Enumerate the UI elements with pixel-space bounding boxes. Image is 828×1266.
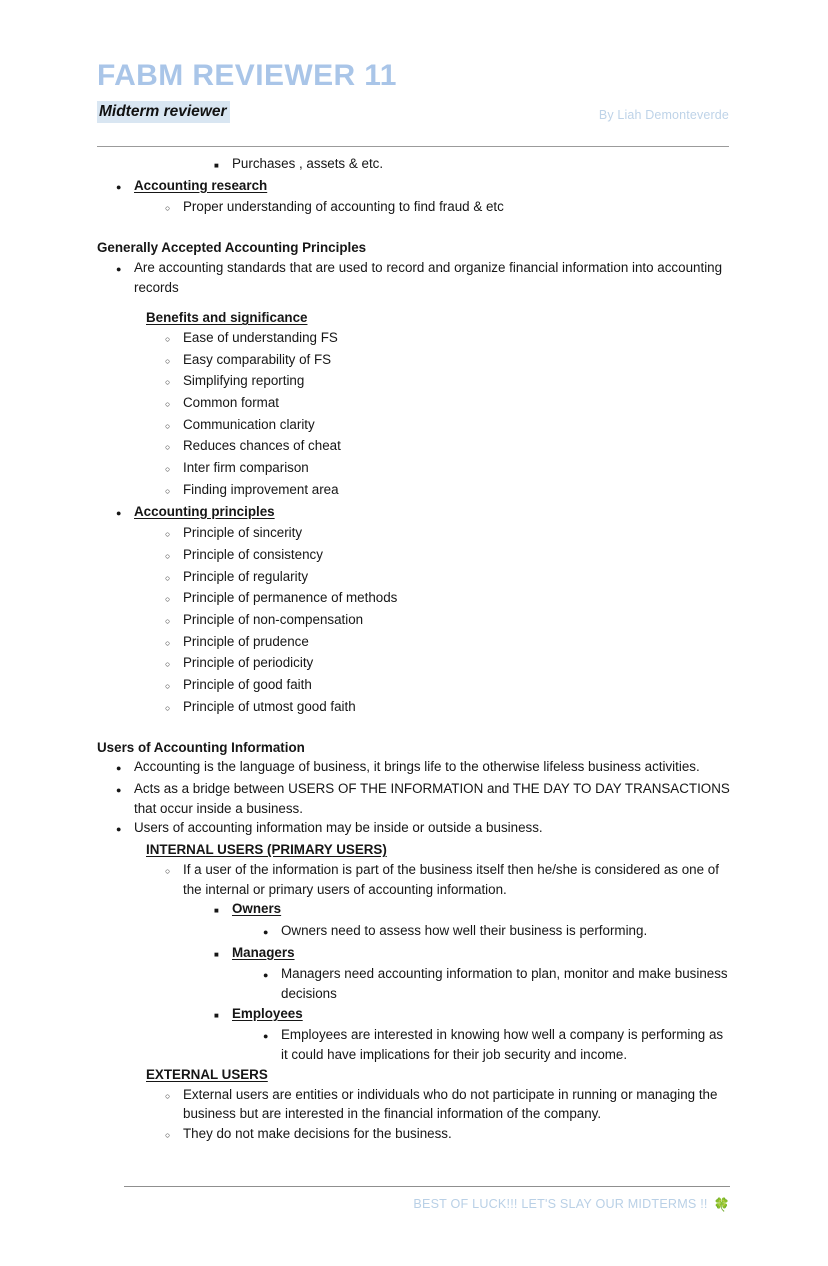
list-item-label: Common format <box>183 395 279 411</box>
list-item-label: Managers need accounting information to plan, monitor and make business decisions <box>281 966 728 1002</box>
list-item-label: Accounting research <box>134 177 268 193</box>
heading-benefits: Benefits and significance <box>146 310 308 326</box>
document-footer <box>413 1197 730 1211</box>
list-item-label: External users are entities or individuals who do not participate in running or managing the business but are interested in the financial information of the company. <box>183 1086 718 1122</box>
list-item <box>214 1004 731 1026</box>
list-item-label: They do not make decisions for the business. <box>183 1125 452 1141</box>
heading-internal-users-wrap <box>146 840 731 860</box>
heading-gaap: Generally Accepted Accounting Principles <box>97 240 367 256</box>
list-item-label: Principle of permanence of methods <box>183 590 398 606</box>
list-item <box>165 480 731 502</box>
square-bullet-icon <box>214 154 232 176</box>
section-spacer <box>97 219 731 238</box>
heading-users-of-accounting-information: Users of Accounting Information <box>97 739 305 755</box>
disc-bullet-icon <box>263 964 281 986</box>
circle-bullet-icon <box>165 371 183 393</box>
disc-bullet-icon <box>116 176 134 198</box>
circle-bullet-icon <box>165 697 183 719</box>
disc-bullet-icon <box>263 1025 281 1047</box>
footer-divider <box>124 1186 730 1187</box>
list-item <box>165 393 731 415</box>
circle-bullet-icon <box>165 545 183 567</box>
disc-bullet-icon <box>116 818 134 840</box>
list-item <box>116 818 731 840</box>
section-spacer <box>97 297 731 308</box>
list-item-label: Purchases , assets & etc. <box>232 156 384 171</box>
list-item <box>165 1085 731 1124</box>
square-bullet-icon <box>214 1004 232 1026</box>
heading-internal-users: INTERNAL USERS (PRIMARY USERS) <box>146 842 387 858</box>
list-item-label: Acts as a bridge between USERS OF THE INFORMATION and THE DAY TO DAY TRANSACTIONS that occur inside a business. <box>134 780 730 816</box>
footer-message: BEST OF LUCK!!! LET'S SLAY OUR MIDTERMS !! <box>413 1197 708 1211</box>
list-item <box>165 458 731 480</box>
circle-bullet-icon <box>165 567 183 589</box>
circle-bullet-icon <box>165 675 183 697</box>
list-item <box>116 779 731 818</box>
list-item <box>165 545 731 567</box>
list-item-label: Principle of consistency <box>183 546 323 562</box>
subtitle-row <box>97 101 729 123</box>
list-item <box>214 943 731 965</box>
list-item-label: Communication clarity <box>183 416 315 432</box>
document-header <box>97 60 729 123</box>
circle-bullet-icon <box>165 1124 183 1146</box>
circle-bullet-icon <box>165 197 183 219</box>
list-item-label: Ease of understanding FS <box>183 329 338 345</box>
list-item-label: Inter firm comparison <box>183 460 309 476</box>
circle-bullet-icon <box>165 588 183 610</box>
list-item-label: Proper understanding of accounting to find fraud & etc <box>183 199 504 215</box>
list-item <box>165 697 731 719</box>
list-item-label: Principle of good faith <box>183 677 312 693</box>
list-item <box>165 197 731 219</box>
circle-bullet-icon <box>165 350 183 372</box>
list-item <box>116 258 731 297</box>
list-item-label: Users of accounting information may be inside or outside a business. <box>134 820 543 836</box>
list-item-label: If a user of the information is part of the business itself then he/she is considered as one of the internal or primary users of accounting information. <box>183 861 719 897</box>
list-item <box>116 757 731 779</box>
list-item-label: Finding improvement area <box>183 481 339 497</box>
disc-bullet-icon <box>116 502 134 524</box>
circle-bullet-icon <box>165 458 183 480</box>
page-title: FABM REVIEWER 11 <box>97 59 397 92</box>
circle-bullet-icon <box>165 436 183 458</box>
list-item <box>263 964 731 1003</box>
heading-benefits-wrap <box>146 308 731 328</box>
circle-bullet-icon <box>165 415 183 437</box>
list-item <box>165 523 731 545</box>
heading-accounting-principles: Accounting principles <box>134 503 275 519</box>
list-item <box>165 436 731 458</box>
author-byline: By Liah Demonteverde <box>598 107 729 122</box>
internal-user-type-employees: Employees <box>232 1005 303 1021</box>
list-item <box>214 899 731 921</box>
square-bullet-icon <box>214 899 232 921</box>
list-item <box>165 860 731 899</box>
list-item-label: Simplifying reporting <box>183 373 305 389</box>
list-item <box>165 371 731 393</box>
circle-bullet-icon <box>165 393 183 415</box>
section-spacer <box>97 719 731 738</box>
list-item <box>165 588 731 610</box>
list-item <box>165 610 731 632</box>
document-body <box>97 154 731 1146</box>
circle-bullet-icon <box>165 523 183 545</box>
disc-bullet-icon <box>116 757 134 779</box>
circle-bullet-icon <box>165 610 183 632</box>
list-item <box>165 567 731 589</box>
circle-bullet-icon <box>165 1085 183 1107</box>
internal-user-type-owners: Owners <box>232 901 282 917</box>
list-item-label: Principle of prudence <box>183 633 309 649</box>
list-item-label: Employees are interested in knowing how well a company is performing as it could have implications for their job security and income. <box>281 1027 724 1063</box>
disc-bullet-icon <box>263 921 281 943</box>
list-item <box>165 632 731 654</box>
disc-bullet-icon <box>116 258 134 280</box>
disc-bullet-icon <box>116 779 134 801</box>
list-item-label: Are accounting standards that are used to record and organize financial information into accounting records <box>134 259 723 295</box>
list-item <box>263 1025 731 1064</box>
list-item <box>165 675 731 697</box>
circle-bullet-icon <box>165 480 183 502</box>
heading-external-users: EXTERNAL USERS <box>146 1066 268 1082</box>
list-item <box>116 502 731 524</box>
circle-bullet-icon <box>165 860 183 882</box>
header-divider <box>97 146 729 147</box>
heading-external-users-wrap <box>146 1065 731 1085</box>
internal-user-type-managers: Managers <box>232 944 295 960</box>
list-item <box>214 154 731 176</box>
list-item-label: Principle of regularity <box>183 568 309 584</box>
list-item <box>165 1124 731 1146</box>
circle-bullet-icon <box>165 653 183 675</box>
list-item-label: Reduces chances of cheat <box>183 438 341 454</box>
list-item <box>116 176 731 198</box>
list-item <box>165 350 731 372</box>
list-item <box>165 653 731 675</box>
list-item-label: Principle of sincerity <box>183 525 303 541</box>
list-item-label: Accounting is the language of business, it brings life to the otherwise lifeless business activities. <box>134 759 700 775</box>
list-item-label: Principle of utmost good faith <box>183 698 356 714</box>
square-bullet-icon <box>214 943 232 965</box>
list-item <box>165 328 731 350</box>
list-item <box>263 921 731 943</box>
list-item-label: Principle of periodicity <box>183 655 314 671</box>
list-item-label: Easy comparability of FS <box>183 351 332 367</box>
list-item-label: Owners need to assess how well their business is performing. <box>281 922 648 938</box>
four-leaf-clover-icon: 🍀 <box>713 1196 730 1212</box>
list-item <box>165 415 731 437</box>
document-subtitle: Midterm reviewer <box>97 101 230 123</box>
circle-bullet-icon <box>165 632 183 654</box>
list-item-label: Principle of non-compensation <box>183 612 364 628</box>
circle-bullet-icon <box>165 328 183 350</box>
